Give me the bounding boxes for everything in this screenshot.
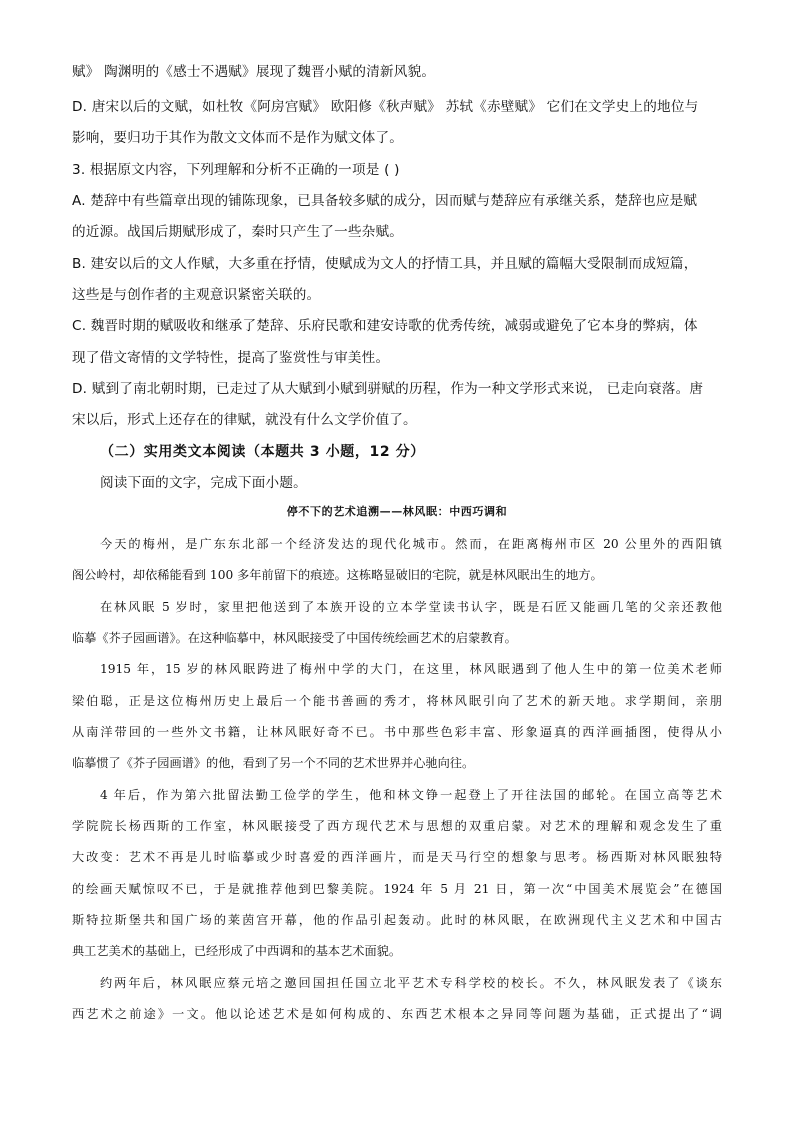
article-p2-line-1: 在林风眠 5 岁时，家里把他送到了本族开设的立本学堂读书认字，既是石匠又能画几笔的父亲还教他 (100, 600, 722, 614)
q3-option-c-line-2: 现了借文寄情的文学特性，提高了鉴赏性与审美性。 (72, 350, 390, 366)
q3-option-d-line-1: D. 赋到了南北朝时期，已走过了从大赋到小赋到骈赋的历程，作为一种文学形式来说， 已走向衰落。唐 (72, 381, 704, 397)
article-p3-line-2: 梁伯聪，正是这位梅州历史上最后一个能书善画的秀才，将林风眠引向了艺术的新天地。求学期间，亲朋 (72, 694, 722, 708)
article-p2-line-2: 临摹《芥子园画谱》。在这种临摹中，林风眠接受了中国传统绘画艺术的启蒙教育。 (72, 631, 517, 645)
article-p1-line-1: 今天的梅州，是广东东北部一个经济发达的现代化城市。然而，在距离梅州市区 20 公里外的西阳镇 (100, 537, 722, 551)
q3-option-a-line-1: A. 楚辞中有些篇章出现的铺陈现象，已具备较多赋的成分，因而赋与楚辞应有承继关系，楚辞也应是赋 (72, 193, 698, 209)
section-instruction: 阅读下面的文字，完成下面小题。 (100, 475, 307, 491)
q3-option-b-line-2: 这些是与创作者的主观意识紧密关联的。 (72, 287, 321, 303)
article-p5-line-2: 西艺术之前途》一文。他以论述艺术是如何构成的、东西艺术根本之异同等问题为基础，正式提出了“调 (72, 1007, 722, 1021)
article-p3-line-4: 临摹惯了《芥子园画谱》的他，看到了另一个不同的艺术世界并心驰向往。 (72, 756, 475, 770)
q2-tail-line: 赋》 陶渊明的《感士不遇赋》展现了魏晋小赋的清新风貌。 (72, 64, 436, 80)
section-heading: （二）实用类文本阅读（本题共 3 小题，12 分） (100, 444, 425, 460)
article-p1-line-2: 阁公岭村，却依稀能看到 100 多年前留下的痕迹。这栋略显破旧的宅院，就是林风眠出生的地方。 (72, 568, 603, 582)
article-p4-line-4: 的绘画天赋惊叹不已，于是就推荐他到巴黎美院。1924 年 5 月 21 日，第一次“中国美术展览会”在德国 (72, 882, 722, 896)
q2-option-d-line-2: 影响，要归功于其作为散文文体而不是作为赋文体了。 (72, 130, 404, 146)
q3-option-b-line-1: B. 建安以后的文人作赋，大多重在抒情，使赋成为文人的抒情工具，并且赋的篇幅大受限制而成短篇， (72, 256, 698, 272)
q2-option-d-line-1: D. 唐宋以后的文赋，如杜牧《阿房宫赋》 欧阳修《秋声赋》 苏轼《赤壁赋》 它们在文学史上的地位与 (72, 99, 699, 115)
q3-option-a-line-2: 的近源。战国后期赋形成了，秦时只产生了一些杂赋。 (72, 224, 404, 240)
q3-option-c-line-1: C. 魏晋时期的赋吸收和继承了楚辞、乐府民歌和建安诗歌的优秀传统，减弱或避免了它本身的弊病，体 (72, 318, 698, 334)
article-p3-line-1: 1915 年，15 岁的林风眠跨进了梅州中学的大门，在这里，林风眠遇到了他人生中的第一位美术老师 (100, 662, 722, 676)
article-title: 停不下的艺术追溯——林风眠：中西巧调和 (286, 505, 508, 518)
article-p4-line-1: 4 年后，作为第六批留法勤工俭学的学生，他和林文铮一起登上了开往法国的邮轮。在国立高等艺术 (100, 788, 722, 802)
article-p4-line-2: 学院院长杨西斯的工作室，林风眠接受了西方现代艺术与思想的双重启蒙。对艺术的理解和观念发生了重 (72, 819, 722, 833)
article-p4-line-5: 斯特拉斯堡共和国广场的莱茵宫开幕，他的作品引起轰动。此时的林风眠，在欧洲现代主义艺术和中国古 (72, 913, 722, 927)
article-p3-line-3: 从南洋带回的一些外文书籍，让林风眠好奇不已。书中那些色彩丰富、形象逼真的西洋画插图，使得从小 (72, 725, 722, 739)
article-p5-line-1: 约两年后，林风眠应蔡元培之邀回国担任国立北平艺术专科学校的校长。不久，林风眠发表了《谈东 (100, 976, 722, 990)
article-p4-line-6: 典工艺美术的基础上，已经形成了中西调和的基本艺术面貌。 (72, 944, 402, 958)
q3-stem: 3. 根据原文内容，下列理解和分析不正确的一项是 ( ) (72, 162, 400, 178)
article-p4-line-3: 大改变：艺术不再是儿时临摹或少时喜爱的西洋画片，而是天马行空的想象与思考。杨西斯对林风眠独特 (72, 850, 722, 864)
q3-option-d-line-2: 宋以后，形式上还存在的律赋，就没有什么文学价值了。 (72, 412, 417, 428)
